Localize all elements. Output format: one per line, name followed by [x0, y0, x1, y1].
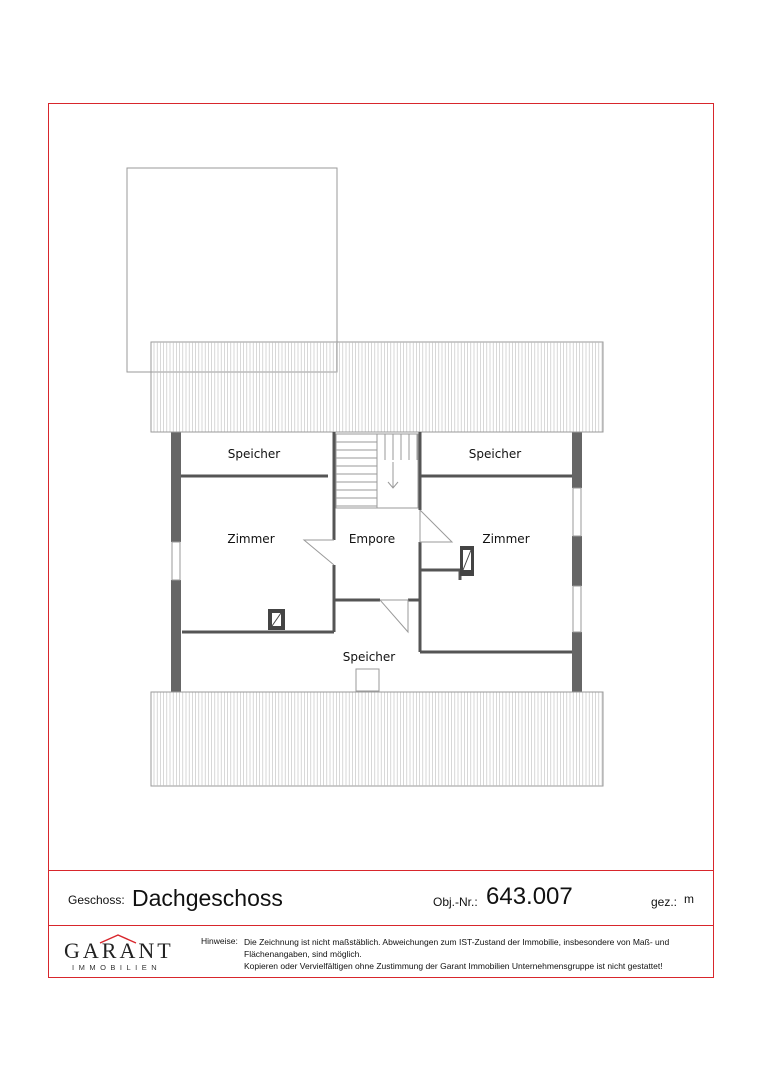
- roof-hatch-top: [151, 342, 603, 432]
- company-logo-subtitle: IMMOBILIEN: [72, 963, 162, 972]
- title-block: [48, 870, 714, 926]
- wall-right-1: [572, 432, 582, 488]
- wall-right-2: [572, 536, 582, 586]
- door-speicher: [380, 600, 408, 632]
- drawn-by-label: gez.:: [651, 895, 678, 909]
- note-line: Kopieren oder Vervielfältigen ohne Zustimmung der Garant Immobilien Unternehmensgruppe ist nicht gestattet!: [244, 961, 663, 971]
- door-zimmer-right: [420, 510, 452, 542]
- roof-hatch-bottom: [151, 692, 603, 786]
- object-number-value: 643.007: [486, 883, 573, 910]
- staircase: [336, 434, 418, 508]
- chimney-right: [460, 546, 474, 576]
- floor-label: Geschoss:: [68, 893, 125, 907]
- room-label: Empore: [348, 532, 396, 546]
- door-zimmer-left: [304, 540, 334, 565]
- object-number-label: Obj.-Nr.:: [433, 895, 478, 909]
- window-left: [172, 542, 180, 580]
- room-label: Speicher: [342, 650, 396, 664]
- note-line: Die Zeichnung ist nicht maßstäblich. Abweichungen zum IST-Zustand der Immobilie, insbesondere von Maß- und: [244, 937, 670, 947]
- drawn-by-value: m: [684, 892, 694, 906]
- room-label: Speicher: [468, 447, 522, 461]
- balcony-outline: [127, 168, 337, 372]
- notes-label: Hinweise:: [201, 936, 238, 946]
- room-label: Zimmer: [482, 532, 530, 546]
- notes-text: [244, 936, 714, 972]
- chimney-left: [268, 609, 285, 630]
- footer: [48, 926, 714, 978]
- wall-left-upper: [171, 432, 181, 542]
- company-logo: GARANT: [64, 938, 174, 963]
- note-line: Flächenangaben, sind möglich.: [244, 949, 362, 959]
- wall-right-3: [572, 632, 582, 692]
- room-label: Zimmer: [227, 532, 275, 546]
- wall-left-lower: [171, 580, 181, 692]
- room-label: Speicher: [227, 447, 281, 461]
- window-right-1: [573, 488, 581, 536]
- floor-value: Dachgeschoss: [132, 885, 283, 911]
- window-right-2: [573, 586, 581, 632]
- roof-hatch: [356, 669, 379, 691]
